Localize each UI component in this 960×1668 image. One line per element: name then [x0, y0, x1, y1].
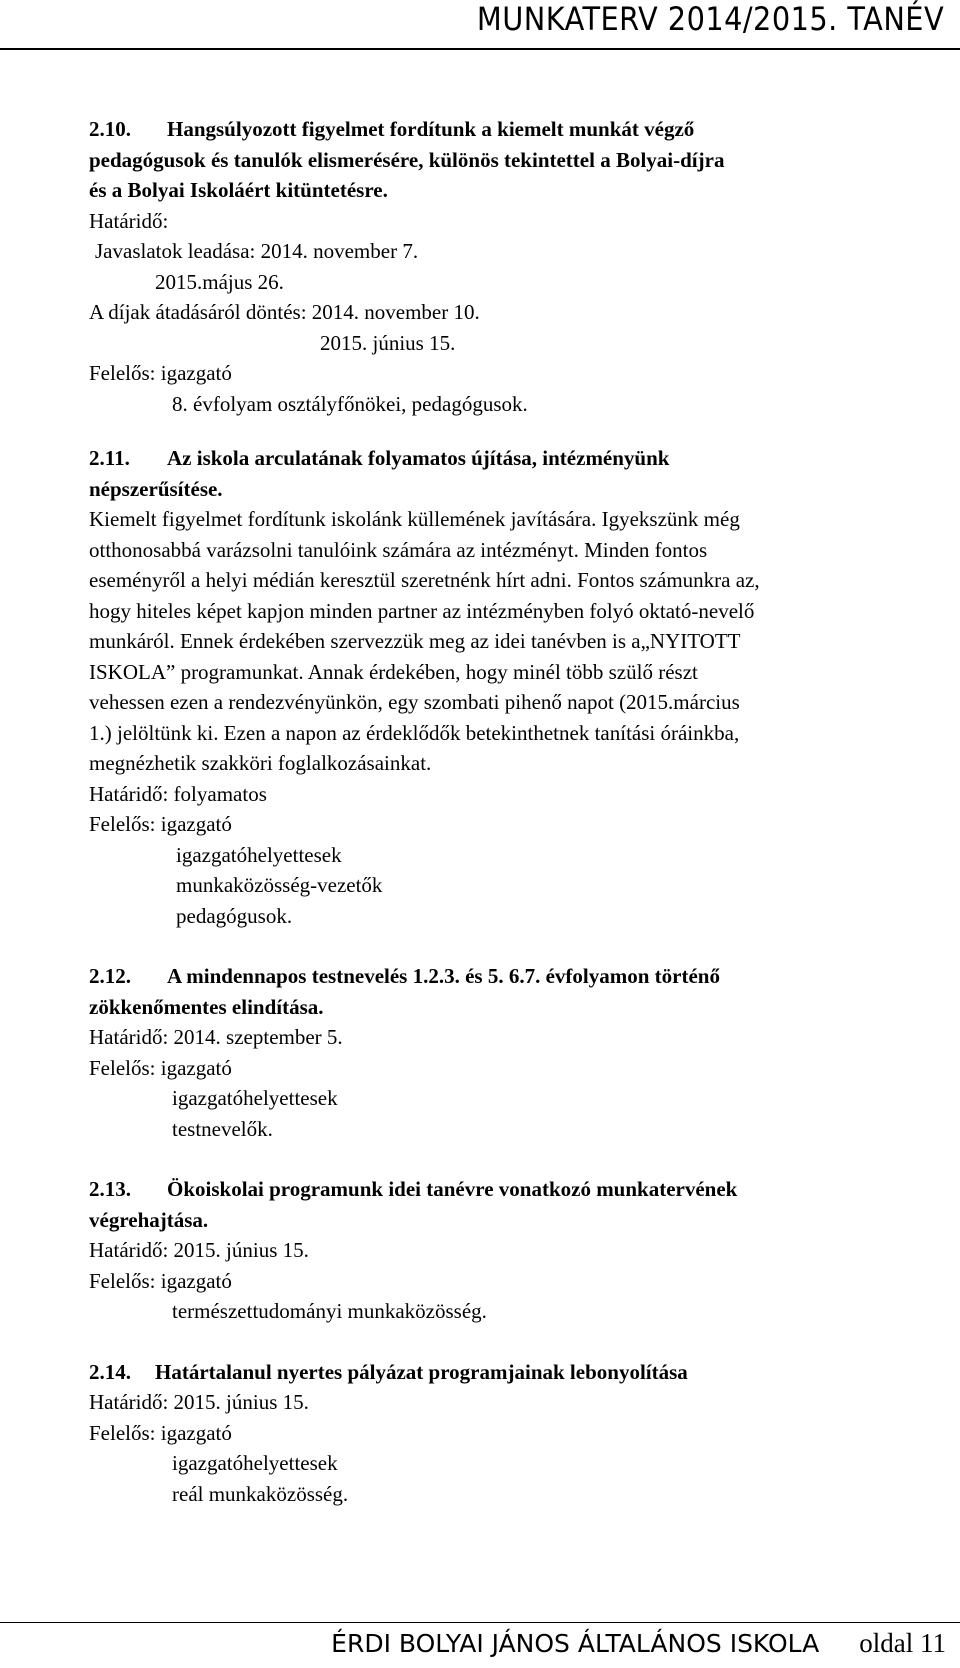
deadline-label: Határidő: 2015. június 15. [89, 1238, 309, 1262]
deadline-item: A díjak átadásáról döntés: 2014. november 10. [89, 300, 480, 324]
section-number: 2.12. [89, 964, 131, 988]
section-heading [89, 961, 929, 992]
section-number: 2.10. [89, 117, 131, 141]
responsible-item: igazgatóhelyettesek [176, 842, 342, 867]
section-2-13 [89, 1174, 929, 1327]
section-title: Ökoiskolai programunk idei tanévre vonatkozó munkatervének [167, 1177, 738, 1201]
deadline-label: Határidő: 2014. szeptember 5. [89, 1025, 343, 1049]
section-title: Az iskola arculatának folyamatos újítása, intézményünk [167, 446, 670, 470]
paragraph-line: otthonosabbá varázsolni tanulóink számára az intézményt. Minden fontos [89, 537, 708, 562]
paragraph-line: Kiemelt figyelmet fordítunk iskolánk küllemének javítására. Igyekszünk még [89, 507, 740, 531]
paragraph-line: eseményről a helyi médián keresztül szeretnénk hírt adni. Fontos számunkra az, [89, 568, 760, 592]
section-number: 2.14. [89, 1359, 131, 1384]
section-title-line: pedagógusok és tanulók elismerésére, különös tekintettel a Bolyai-díjra [89, 147, 725, 172]
section-heading [89, 443, 929, 474]
responsible-item: pedagógusok. [176, 903, 293, 928]
paragraph-line: ISKOLA” programunkat. Annak érdekében, hogy minél több szülő részt [89, 659, 698, 684]
paragraph-line: megnézhetik szakköri foglalkozásainkat. [89, 751, 432, 775]
page-number: oldal 11 [859, 1628, 946, 1658]
section-title: A mindennapos testnevelés 1.2.3. és 5. 6.7. évfolyamon történő [167, 964, 720, 988]
responsible-item: 8. évfolyam osztályfőnökei, pedagógusok. [172, 391, 528, 416]
section-heading [89, 1357, 929, 1388]
section-2-14 [89, 1357, 929, 1510]
spacer [89, 931, 929, 961]
responsible-item: reál munkaközösség. [172, 1481, 349, 1506]
spacer [89, 1144, 929, 1174]
section-number: 2.13. [89, 1177, 131, 1201]
footer-divider [0, 1622, 960, 1623]
responsible-label: Felelős: igazgató [89, 1268, 232, 1293]
header-divider [0, 48, 960, 50]
responsible-item: munkaközösség-vezetők [176, 873, 383, 897]
paragraph-line: 1.) jelöltünk ki. Ezen a napon az érdeklődők betekinthetnek tanítási óráinkba, [89, 720, 740, 745]
deadline-label: Határidő: 2015. június 15. [89, 1390, 309, 1414]
section-title-line: végrehajtása. [89, 1207, 209, 1232]
responsible-label: Felelős: igazgató [89, 812, 232, 836]
responsible-label: Felelős: igazgató [89, 1420, 232, 1445]
deadline-label: Határidő: [89, 208, 169, 233]
paragraph-line: hogy hiteles képet kapjon minden partner az intézményben folyó oktató-nevelő [89, 598, 755, 623]
section-2-10 [89, 114, 929, 419]
deadline-item: 2015. június 15. [320, 330, 456, 355]
section-heading [89, 1174, 929, 1205]
responsible-label: Felelős: igazgató [89, 1055, 232, 1080]
section-title: Hangsúlyozott figyelmet fordítunk a kiemelt munkát végző [167, 117, 695, 141]
spacer [89, 1327, 929, 1357]
responsible-item: igazgatóhelyettesek [172, 1451, 338, 1475]
header-title: MUNKATERV 2014/2015. TANÉV [476, 0, 944, 38]
spacer [89, 419, 929, 443]
section-title: Határtalanul nyertes pályázat programjainak lebonyolítása [155, 1359, 688, 1384]
deadline-item: Javaslatok leadása: 2014. november 7. [95, 239, 419, 263]
section-2-11 [89, 443, 929, 931]
footer-school-name: ÉRDI BOLYAI JÁNOS ÁLTALÁNOS ISKOLA [331, 1629, 820, 1658]
deadline-item: 2015.május 26. [155, 269, 284, 294]
responsible-label: Felelős: igazgató [89, 361, 232, 385]
responsible-item: testnevelők. [172, 1116, 273, 1141]
section-title-line: és a Bolyai Iskoláért kitüntetésre. [89, 178, 388, 202]
document-body [89, 114, 929, 1509]
paragraph-line: vehessen ezen a rendezvényünkön, egy szombati pihenő napot (2015.március [89, 690, 740, 714]
section-title-line: népszerűsítése. [89, 476, 223, 501]
section-number: 2.11. [89, 446, 130, 470]
responsible-item: igazgatóhelyettesek [172, 1086, 338, 1110]
section-title-line: zökkenőmentes elindítása. [89, 994, 324, 1019]
paragraph-line: munkáról. Ennek érdekében szervezzük meg az idei tanévben is a„NYITOTT [89, 629, 741, 653]
section-2-12 [89, 961, 929, 1144]
section-heading [89, 114, 929, 145]
responsible-item: természettudományi munkaközösség. [172, 1299, 487, 1323]
deadline-label: Határidő: folyamatos [89, 781, 267, 806]
footer [331, 1628, 946, 1659]
